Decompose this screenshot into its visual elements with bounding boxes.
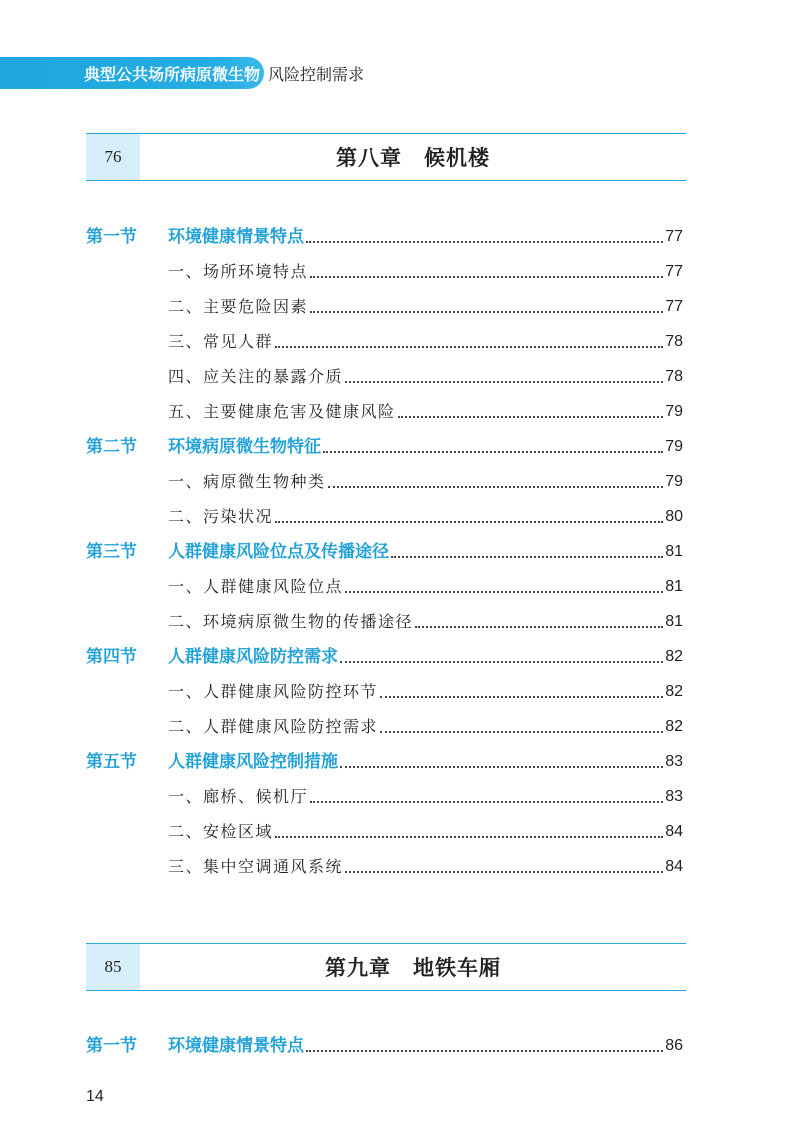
section-title: 环境健康情景特点 <box>168 1036 304 1056</box>
toc-subsection[interactable] <box>86 467 683 493</box>
chapter-page-number: 85 <box>86 944 140 990</box>
leader-dots <box>398 416 664 418</box>
leader-dots <box>345 871 663 873</box>
page-number: 81 <box>665 578 683 595</box>
leader-dots <box>415 626 663 628</box>
section-title: 人群健康风险位点及传播途径 <box>168 542 389 562</box>
toc-subsection[interactable] <box>86 607 683 633</box>
section-number: 第五节 <box>86 752 137 772</box>
page-number: 80 <box>665 508 683 525</box>
leader-dots <box>345 591 663 593</box>
page-number: 79 <box>665 438 683 455</box>
section-title: 环境病原微生物特征 <box>168 437 321 457</box>
section-number: 第四节 <box>86 647 137 667</box>
toc-subsection[interactable] <box>86 257 683 283</box>
page-number: 81 <box>665 543 683 560</box>
leader-dots <box>306 1050 663 1052</box>
toc-subsection[interactable] <box>86 677 683 703</box>
page-number: 77 <box>665 298 683 315</box>
toc-subsection[interactable] <box>86 327 683 353</box>
leader-dots <box>380 696 663 698</box>
subsection-title: 二、主要危险因素 <box>168 297 309 316</box>
page-number: 83 <box>665 753 683 770</box>
page-number: 78 <box>665 368 683 385</box>
subsection-title: 二、污染状况 <box>168 507 274 526</box>
subsection-title: 三、集中空调通风系统 <box>168 857 344 876</box>
toc-subsection[interactable] <box>86 502 683 528</box>
toc-subsection[interactable] <box>86 397 683 423</box>
toc-subsection[interactable] <box>86 572 683 598</box>
toc-subsection[interactable] <box>86 362 683 388</box>
toc-subsection[interactable] <box>86 852 683 878</box>
section-title: 人群健康风险防控需求 <box>168 647 338 667</box>
leader-dots <box>310 311 663 313</box>
toc-section[interactable] <box>86 1031 683 1057</box>
section-title: 人群健康风险控制措施 <box>168 752 338 772</box>
leader-dots <box>310 276 663 278</box>
subsection-title: 二、安检区域 <box>168 822 274 841</box>
toc-section[interactable] <box>86 642 683 668</box>
subsection-title: 五、主要健康危害及健康风险 <box>168 402 396 421</box>
section-number: 第三节 <box>86 542 137 562</box>
section-number: 第二节 <box>86 437 137 457</box>
leader-dots <box>323 451 663 453</box>
running-header <box>0 57 364 89</box>
leader-dots <box>380 731 663 733</box>
page-number: 84 <box>665 858 683 875</box>
page-number: 77 <box>665 263 683 280</box>
toc-subsection[interactable] <box>86 782 683 808</box>
subsection-title: 一、场所环境特点 <box>168 262 309 281</box>
subsection-title: 一、病原微生物种类 <box>168 472 326 491</box>
toc-section[interactable] <box>86 222 683 248</box>
page-number: 86 <box>665 1037 683 1054</box>
section-title: 环境健康情景特点 <box>168 227 304 247</box>
subsection-title: 二、环境病原微生物的传播途径 <box>168 612 414 631</box>
chapter-heading-8 <box>86 133 686 181</box>
subsection-title: 一、人群健康风险防控环节 <box>168 682 379 701</box>
leader-dots <box>275 836 663 838</box>
leader-dots <box>345 381 663 383</box>
subsection-title: 一、廊桥、候机厅 <box>168 787 309 806</box>
page-number: 82 <box>665 648 683 665</box>
page-number: 77 <box>665 228 683 245</box>
leader-dots <box>306 241 663 243</box>
toc-subsection[interactable] <box>86 292 683 318</box>
section-number: 第一节 <box>86 227 137 247</box>
toc-subsection[interactable] <box>86 817 683 843</box>
leader-dots <box>340 661 663 663</box>
folio-page-number: 14 <box>86 1088 104 1105</box>
subsection-title: 四、应关注的暴露介质 <box>168 367 344 386</box>
page-number: 83 <box>665 788 683 805</box>
chapter-title: 第九章 地铁车厢 <box>325 956 501 980</box>
page-number: 82 <box>665 718 683 735</box>
book-title-highlight: 典型公共场所病原微生物 <box>0 57 264 89</box>
page-number: 81 <box>665 613 683 630</box>
toc-subsection[interactable] <box>86 712 683 738</box>
subsection-title: 二、人群健康风险防控需求 <box>168 717 379 736</box>
chapter-heading-9 <box>86 943 686 991</box>
chapter-page-number: 76 <box>86 134 140 180</box>
page-number: 82 <box>665 683 683 700</box>
subsection-title: 三、常见人群 <box>168 332 274 351</box>
toc-section[interactable] <box>86 747 683 773</box>
book-title-rest: 风险控制需求 <box>268 64 365 84</box>
leader-dots <box>340 766 663 768</box>
chapter-title: 第八章 候机楼 <box>336 146 490 170</box>
page-number: 84 <box>665 823 683 840</box>
toc-section[interactable] <box>86 537 683 563</box>
leader-dots <box>328 486 664 488</box>
leader-dots <box>275 346 663 348</box>
leader-dots <box>275 521 663 523</box>
toc-section[interactable] <box>86 432 683 458</box>
leader-dots <box>310 801 663 803</box>
section-number: 第一节 <box>86 1036 137 1056</box>
page-number: 79 <box>665 473 683 490</box>
page-number: 78 <box>665 333 683 350</box>
page-number: 79 <box>665 403 683 420</box>
subsection-title: 一、人群健康风险位点 <box>168 577 344 596</box>
leader-dots <box>391 556 663 558</box>
